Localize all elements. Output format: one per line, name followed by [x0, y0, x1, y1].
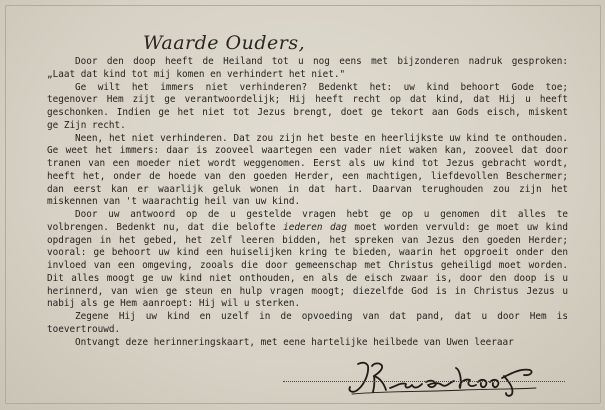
text-fragment: volbrengen. Bedenkt nu, dat die belofte	[47, 221, 284, 233]
text-line: geschonken. Indien ge het niet tot Jezus brengt, doet ge tekort aan Gods eisch, miskent	[47, 107, 568, 118]
text-line: toevertrouwd.	[47, 323, 121, 335]
text-line: „Laat dat kind tot mij komen en verhindert het niet."	[47, 68, 346, 80]
text-line: Door uw antwoord op de u gestelde vragen hebt ge op u genomen dit alles te	[75, 209, 568, 220]
text-line: tegenover Hem zijt ge verantwoordelijk; Hij heeft recht op dat kind, dat Hij u heeft	[47, 94, 568, 106]
text-line: heeft het, onder de hoede van den goeden Herder, een machtigen, liefdevollen Beschermer;	[47, 170, 568, 182]
text-line: Door den doop heeft de Heiland tot u nog eens met bijzonderen nadruk gesproken:	[75, 56, 568, 67]
text-line: Zegene Hij uw kind en uzelf in de opvoeding van dat pand, dat u door Hem is	[75, 311, 568, 322]
signature	[344, 358, 544, 398]
text-line: Ge weet het immers: daar is zooveel waartegen een vader niet waken kan, zooveel dat door	[47, 145, 568, 157]
text-line: ge Zijn recht.	[47, 119, 126, 131]
text-line: Neen, het niet verhinderen. Dat zou zijn het beste en heerlijkste uw kind te onthouden.	[75, 132, 568, 144]
salutation: Waarde Ouders,	[143, 32, 306, 54]
emphasis-text: iederen dag	[283, 221, 347, 233]
text-line: miskennen van 't waarachtig heil van uw kind.	[47, 196, 301, 208]
text-line: herinnerd, van wien ge steun en hulp vragen moogt; diezelfde God is in Christus Jezus u	[47, 285, 568, 297]
text-line: Dit alles moogt ge uw kind niet onthouden, en als de eisch zwaar is, door den doop is u	[47, 272, 568, 284]
text-line: dan eerst kan er waarlijk geluk wonen in dat hart. Daarvan terughouden zou zijn het	[47, 183, 568, 195]
text-line: vooral: ge behoort uw kind een huiselijken kring te bieden, waarin het opgroeit onder den	[47, 247, 568, 259]
text-line	[47, 222, 568, 235]
text-line: Ge wilt het immers niet verhinderen? Bedenkt het: uw kind behoort Gode toe;	[75, 81, 568, 93]
text-line: tranen van een moeder niet wordt weggenomen. Eerst als uw kind tot Jezus gebracht wordt,	[47, 158, 568, 169]
text-line: invloed van een omgeving, zooals die door gemeenschap met Christus geheiligd moet worden.	[47, 260, 568, 271]
text-fragment: moet worden vervuld: ge moet uw kind	[346, 221, 568, 233]
signature-line	[283, 381, 565, 382]
text-line: nabij als ge Hem aanroept: Hij wil u sterken.	[47, 298, 301, 310]
letter-body	[47, 56, 568, 349]
text-line: opdragen in het gebed, het zelf leeren bidden, het spreken van Jezus den goeden Herder;	[47, 234, 568, 246]
text-line: Ontvangt deze herinneringskaart, met eene hartelijke heilbede van Uwen leeraar	[75, 336, 514, 348]
